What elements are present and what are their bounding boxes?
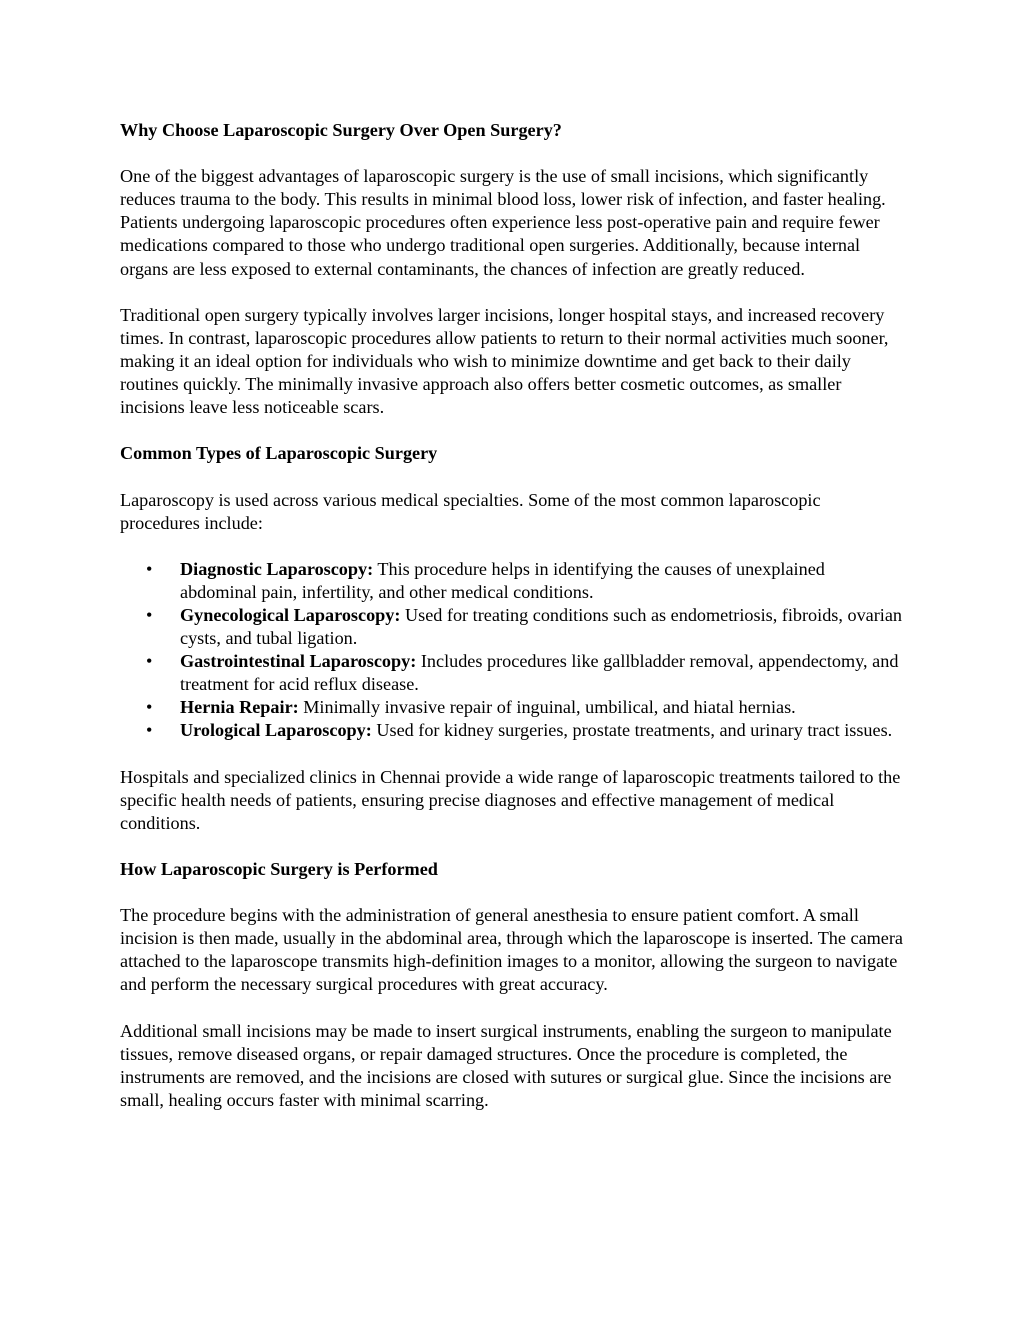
list-item-text: Minimally invasive repair of inguinal, umbilical, and hiatal hernias. [298, 697, 796, 718]
list-item-text: This procedure helps in identifying the causes of unexplained abdominal pain, infertility, and other medical conditions. [180, 558, 825, 602]
paragraph-open-surgery: Traditional open surgery typically involves larger incisions, longer hospital stays, and increased recovery times. In contrast, laparoscopic procedures allow patients to return to their normal activities much sooner, making it an ideal option for individuals who wish to minimize downtime and get back to their daily routines quickly. The minimally invasive approach also offers better cosmetic outcomes, as smaller incisions leave less noticeable scars. [120, 304, 889, 418]
bullet-icon: • [146, 604, 153, 625]
section-heading-common-types: Common Types of Laparoscopic Surgery [120, 443, 438, 464]
list-item [146, 650, 904, 696]
list-item [146, 558, 904, 604]
paragraph-types-intro: Laparoscopy is used across various medical specialties. Some of the most common laparoscopic procedures include: [120, 489, 821, 533]
list-item-text: Used for treating conditions such as endometriosis, fibroids, ovarian cysts, and tubal ligation. [180, 604, 903, 649]
paragraph-advantages: One of the biggest advantages of laparoscopic surgery is the use of small incisions, which significantly reduces trauma to the body. This results in minimal blood loss, lower risk of infection, and faster healing. Patients undergoing laparoscopic procedures often experience less post-operative pain and require fewer medications compared to those who undergo traditional open surgeries. Additionally, because internal organs are less exposed to external contaminants, the chances of infection are greatly reduced. [120, 166, 886, 279]
list-item-term: Urological Laparoscopy: [180, 720, 372, 741]
list-item-term: Gynecological Laparoscopy: [180, 604, 401, 625]
list-item-term: Gastrointestinal Laparoscopy: [180, 651, 417, 672]
list-item-term: Diagnostic Laparoscopy: [180, 558, 374, 579]
section-heading-how-performed: How Laparoscopic Surgery is Performed [120, 859, 438, 879]
section-heading-why-choose: Why Choose Laparoscopic Surgery Over Open Surgery? [120, 120, 562, 140]
paragraph-chennai-clinics: Hospitals and specialized clinics in Chennai provide a wide range of laparoscopic treatments tailored to the specific health needs of patients, ensuring precise diagnoses and effective management of medical conditions. [120, 766, 901, 833]
list-item-text: Used for kidney surgeries, prostate treatments, and urinary tract issues. [371, 720, 893, 741]
list-item-term: Hernia Repair: [180, 697, 299, 718]
list-item [146, 719, 904, 742]
list-item [146, 696, 904, 719]
paragraph-additional-incisions: Additional small incisions may be made to insert surgical instruments, enabling the surgeon to manipulate tissues, remove diseased organs, or repair damaged structures. Once the procedure is completed, the instruments are removed, and the incisions are closed with sutures or surgical glue. Since the incisions are small, healing occurs faster with minimal scarring. [120, 1020, 892, 1110]
list-item [146, 604, 904, 650]
list-item-text: Includes procedures like gallbladder removal, appendectomy, and treatment for acid reflux disease. [180, 651, 899, 695]
bullet-icon: • [146, 697, 153, 718]
bullet-icon: • [146, 651, 153, 672]
procedure-list [120, 558, 904, 743]
document-page [120, 119, 904, 1135]
paragraph-procedure-begins: The procedure begins with the administration of general anesthesia to ensure patient comfort. A small incision is then made, usually in the abdominal area, through which the laparoscope is inserted. The camera attached to the laparoscope transmits high-definition images to a monitor, allowing the surgeon to navigate and perform the necessary surgical procedures with great accuracy. [120, 905, 904, 995]
bullet-icon: • [146, 558, 153, 579]
bullet-icon: • [146, 720, 153, 741]
